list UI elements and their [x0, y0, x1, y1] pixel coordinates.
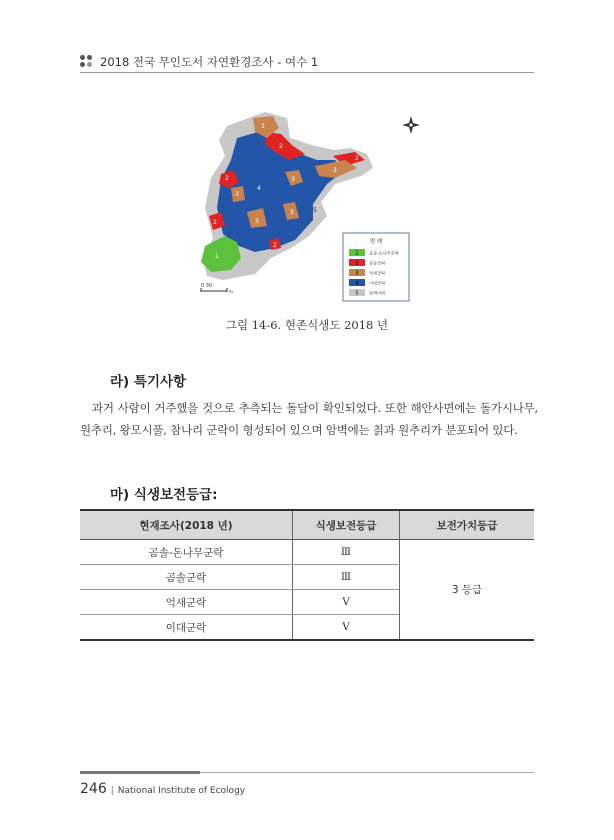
- svg-text:5: 5: [313, 207, 317, 214]
- table-cell-community: 이대군락: [80, 615, 293, 641]
- svg-text:2: 2: [213, 219, 217, 226]
- table-cell-grade: Ⅴ: [293, 615, 400, 641]
- footer-separator: |: [110, 786, 114, 796]
- page-number: 246: [80, 781, 107, 797]
- svg-text:2: 2: [225, 175, 229, 182]
- header-divider: [80, 72, 534, 73]
- figure-caption: 그림 14-6. 현존식생도 2018 년: [225, 318, 389, 332]
- legend-number: 3: [355, 270, 359, 277]
- section-heading-ra: 라) 특기사항: [110, 374, 187, 390]
- svg-text:2: 2: [273, 242, 277, 249]
- table-cell-value-grade: 3 등급: [400, 540, 535, 641]
- legend-item: [349, 249, 400, 257]
- vegetation-map-svg: [195, 108, 440, 308]
- table-cell-grade: Ⅴ: [293, 590, 400, 615]
- table-header-vegetation-grade: 식생보전등급: [293, 510, 400, 540]
- legend-label: 암벽바위: [369, 290, 386, 296]
- svg-text:1: 1: [215, 253, 219, 260]
- scale-bar: [201, 283, 233, 294]
- svg-text:3: 3: [261, 123, 265, 130]
- table-cell-grade: Ⅲ: [293, 540, 400, 565]
- table-header-value-grade: 보전가치등급: [400, 510, 535, 540]
- header-dots-icon: [80, 55, 94, 69]
- footer-institute: National Institute of Ecology: [117, 786, 246, 796]
- compass-icon: [402, 116, 420, 134]
- legend-number: 1: [355, 250, 359, 257]
- legend-number: 2: [355, 260, 359, 267]
- svg-text:m: m: [229, 289, 233, 294]
- footer-accent-bar: [80, 771, 200, 774]
- svg-text:3: 3: [255, 218, 259, 225]
- svg-text:2: 2: [355, 155, 359, 162]
- section-ra-text: 과거 사람이 거주했을 것으로 추측되는 돌담이 확인되었다. 또한 해안사면에는 돌가시나무, 원추리, 왕모시풀, 참나리 군락이 형성되어 있으며 암벽에는 칡과 원추리가 분포되어 있다.: [80, 401, 538, 437]
- svg-text:0 30: 0 30: [201, 283, 213, 289]
- svg-text:3: 3: [291, 176, 295, 183]
- svg-text:3: 3: [290, 209, 294, 216]
- page-footer: [80, 781, 245, 797]
- svg-text:범 례: 범 례: [369, 239, 383, 245]
- section-heading-ma: 마) 식생보전등급:: [110, 487, 218, 503]
- header-title: 2018 전국 무인도서 자연환경조사 - 여수 1: [100, 55, 319, 69]
- legend-label: 억새군락: [369, 270, 386, 276]
- running-header: [80, 54, 318, 70]
- table-header-survey: 현재조사(2018 년): [80, 510, 293, 540]
- footer-divider: [200, 772, 534, 773]
- svg-text:2: 2: [279, 143, 283, 150]
- legend-label: 곰솔-돈나무군락: [369, 250, 399, 256]
- vegetation-map: [195, 108, 440, 308]
- conservation-grade-table: [80, 509, 534, 641]
- table-cell-grade: Ⅲ: [293, 565, 400, 590]
- legend-label: 이대군락: [369, 280, 386, 286]
- legend-number: 5: [355, 290, 359, 297]
- table-row: [80, 540, 534, 565]
- table-cell-community: 곰솔-돈나무군락: [80, 540, 293, 565]
- table-cell-community: 억새군락: [80, 590, 293, 615]
- svg-text:3: 3: [333, 167, 337, 174]
- svg-text:4: 4: [257, 185, 261, 192]
- legend-label: 곰솔군락: [369, 260, 386, 266]
- svg-text:3: 3: [235, 191, 239, 198]
- table-cell-community: 곰솔군락: [80, 565, 293, 590]
- legend-number: 4: [355, 280, 359, 287]
- map-legend: [343, 233, 409, 301]
